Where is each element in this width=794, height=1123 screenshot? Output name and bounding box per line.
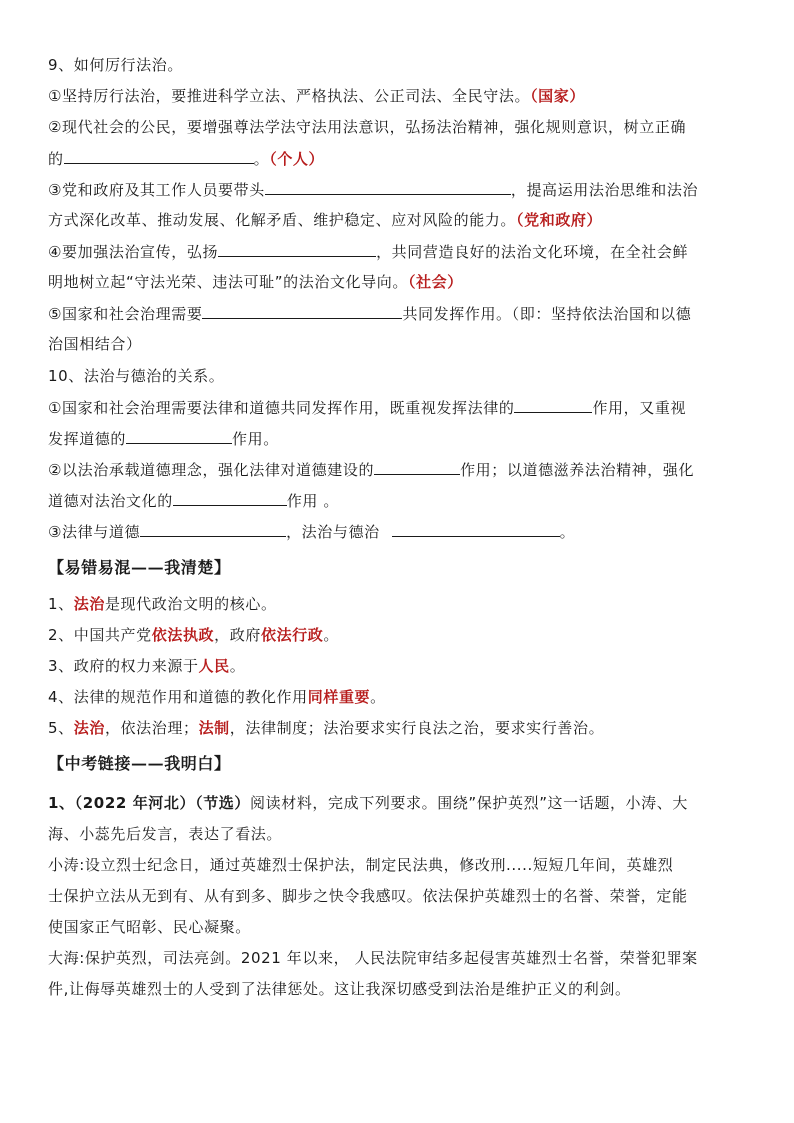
- key-term: 法治: [73, 719, 105, 737]
- fill-blank: [392, 521, 560, 537]
- text: ③法律与道德: [48, 523, 141, 541]
- text: ③党和政府及其工作人员要带头: [48, 181, 265, 199]
- text: 。: [323, 626, 339, 644]
- section9-point3-line1: [48, 179, 748, 200]
- text: 明地树立起“守法光荣、违法可耻”的法治文化导向。: [48, 273, 408, 291]
- xiaotao-line1: 小涛:设立烈士纪念日，通过英雄烈士保护法，制定民法典，修改刑.....短短几年间，英雄烈: [48, 856, 674, 874]
- section-heading-exam: 【中考链接——我明白】: [48, 754, 231, 773]
- text: ，提高运用法治思维和法治: [510, 181, 699, 199]
- section9-point3-line2: [48, 210, 748, 230]
- subject-tag: （社会）: [407, 273, 463, 291]
- section9-point5-line2: 治国相结合）: [48, 335, 142, 353]
- section10-title: 10、法治与德治的关系。: [48, 367, 225, 385]
- confusion-item-4: [48, 687, 748, 707]
- fill-blank: [265, 179, 511, 195]
- text: 2、中国共产党: [48, 626, 152, 644]
- exam-question-line2: 海、小蕊先后发言，表达了看法。: [48, 825, 283, 843]
- text: 。: [370, 688, 386, 706]
- text: ⑤国家和社会治理需要: [48, 305, 203, 323]
- confusion-item-5: [48, 718, 748, 738]
- text: ④要加强法治宣传，弘扬: [48, 243, 219, 261]
- text: 。: [229, 657, 246, 675]
- text: 作用；以道德滋养法治精神，强化: [460, 461, 695, 479]
- text: 。: [559, 523, 576, 541]
- section9-point5-line1: [48, 303, 748, 324]
- text: 发挥道德的: [48, 430, 127, 448]
- fill-blank: [514, 397, 592, 413]
- text: ，共同营造良好的法治文化环境，在全社会鲜: [376, 243, 689, 261]
- text: ②以法治承载道德理念，强化法律对道德建设的: [48, 461, 375, 479]
- section9-point2-line1: ②现代社会的公民，要增强尊法学法守法用法意识，弘扬法治精神，强化规则意识，树立正确: [48, 118, 687, 136]
- key-term: 依法执政: [151, 626, 215, 644]
- question-source: （2022 年河北）（节选）: [74, 794, 251, 812]
- section10-point1-line1: [48, 397, 748, 418]
- confusion-item-1: [48, 594, 748, 614]
- key-term: 同样重要: [307, 688, 371, 706]
- dahai-line2: 件,让侮辱英雄烈士的人受到了法律惩处。这让我深切感受到法治是维护正义的利剑。: [48, 980, 631, 998]
- fill-blank: [202, 303, 402, 319]
- section9-point1: [48, 86, 748, 106]
- section9-point4-line1: [48, 241, 748, 262]
- text: ，法律制度；法治要求实行良法之治，要求实行善治。: [229, 719, 605, 737]
- fill-blank: [173, 490, 287, 506]
- fill-blank: [374, 459, 460, 475]
- text: ①国家和社会治理需要法律和道德共同发挥作用，既重视发挥法律的: [48, 399, 515, 417]
- key-term: 依法行政: [260, 626, 324, 644]
- text: 方式深化改革、推动发展、化解矛盾、维护稳定、应对风险的能力。: [48, 211, 517, 229]
- text: 5、: [48, 719, 74, 737]
- text: 是现代政治文明的核心。: [104, 595, 277, 613]
- section9-point4-line2: [48, 272, 748, 292]
- section10-point1-line2: [48, 428, 748, 449]
- point-text: ①坚持厉行法治，要推进科学立法、严格执法、公正司法、全民守法。: [48, 87, 531, 105]
- subject-tag: （党和政府）: [516, 211, 603, 229]
- fill-blank: [218, 241, 376, 257]
- text: 作用 。: [286, 492, 339, 510]
- key-term: 法治: [73, 595, 105, 613]
- exam-question-line1: [48, 793, 748, 813]
- section-heading-confusion: 【易错易混——我清楚】: [48, 558, 231, 577]
- text: 作用。: [232, 430, 279, 448]
- text: 4、法律的规范作用和道德的教化作用: [48, 688, 308, 706]
- text: 的: [48, 150, 64, 168]
- text: 阅读材料，完成下列要求。围绕”保护英烈”这一话题，小涛、大: [250, 794, 688, 812]
- subject-tag: （国家）: [530, 87, 585, 105]
- text: 共同发挥作用。（即：坚持依法治国和以德: [402, 305, 692, 323]
- xiaotao-line2: 士保护立法从无到有、从有到多、脚步之快令我感叹。依法保护英雄烈士的名誉、荣誉，定能: [48, 887, 688, 905]
- section10-point3: [48, 521, 748, 542]
- dahai-line1: 大海:保护英烈，司法亮剑。2021 年以来， 人民法院审结多起侵害英雄烈士名誉，荣誉犯罪案: [48, 949, 698, 967]
- section10-point2-line2: [48, 490, 748, 511]
- subject-tag: （个人）: [269, 150, 325, 168]
- key-term: 法制: [198, 719, 230, 737]
- text: 。: [253, 150, 270, 168]
- fill-blank: [126, 428, 232, 444]
- confusion-item-2: [48, 625, 748, 645]
- text: 作用，又重视: [592, 399, 687, 417]
- text: 3、政府的权力来源于: [48, 657, 199, 675]
- text: ，政府: [214, 626, 261, 644]
- question-number: 1、: [48, 794, 75, 812]
- section10-point2-line1: [48, 459, 748, 480]
- text: ，法治与德治: [286, 523, 380, 541]
- confusion-item-3: [48, 656, 748, 676]
- text: 道德对法治文化的: [48, 492, 173, 510]
- key-term: 人民: [198, 657, 230, 675]
- section9-point2-line2: [48, 148, 748, 169]
- text: 1、: [48, 595, 74, 613]
- section9-title: 9、如何厉行法治。: [48, 56, 183, 74]
- fill-blank: [64, 148, 254, 164]
- text: ，依法治理；: [104, 719, 199, 737]
- xiaotao-line3: 使国家正气昭彰、民心凝聚。: [48, 918, 251, 936]
- fill-blank: [140, 521, 286, 537]
